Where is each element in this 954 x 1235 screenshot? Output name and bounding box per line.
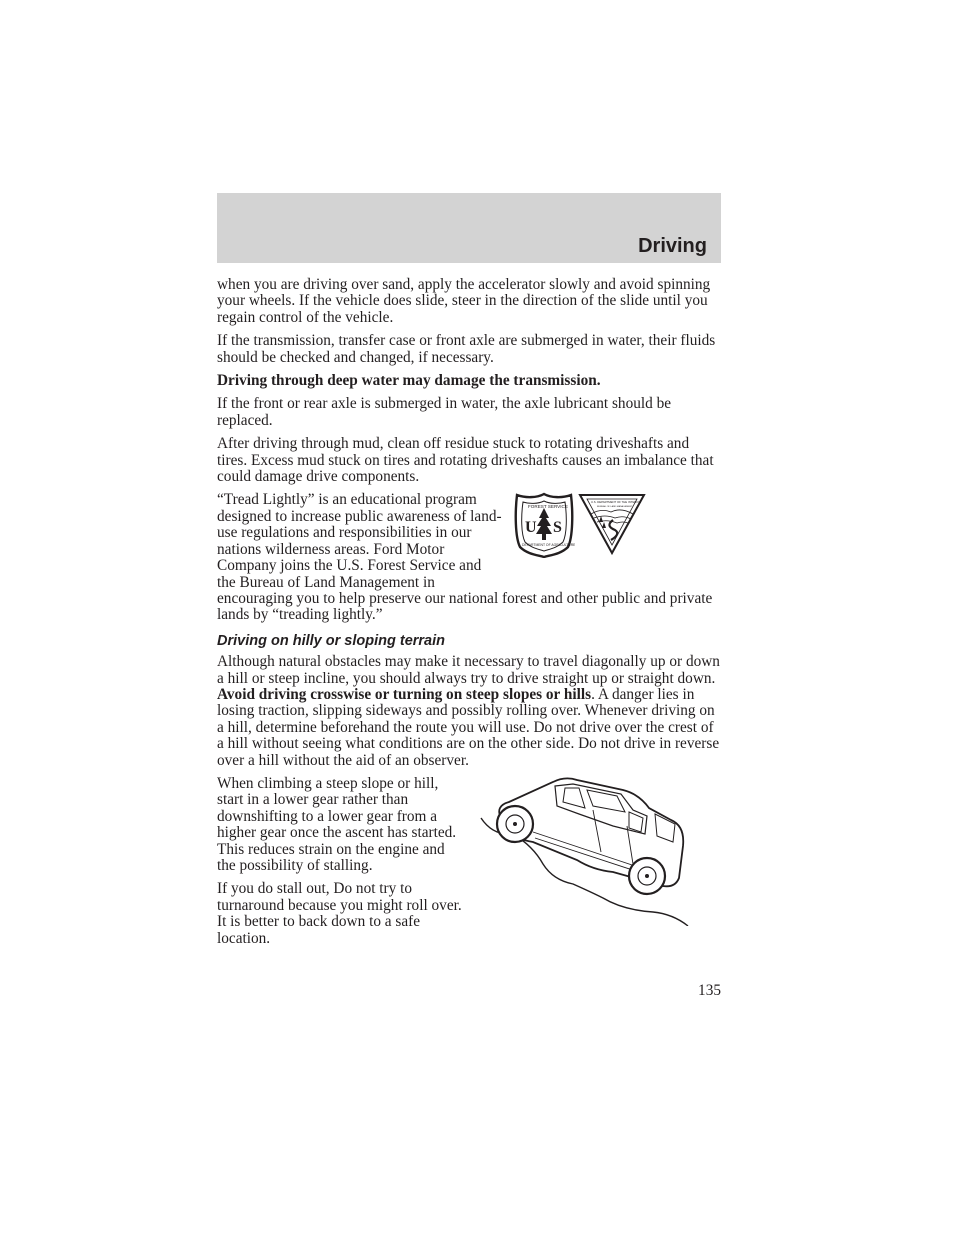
- hill-text-a: Although natural obstacles may make it necessary to travel diagonally up or down a hill or steep incline, you should always try to drive straight up or straight down.: [217, 653, 720, 687]
- stall-paragraph: If you do stall out, Do not try to turnaround because you might roll over. It is better to back down to a safe location.: [217, 880, 462, 947]
- forest-service-u: U: [525, 519, 537, 537]
- blm-dept: U.S. DEPARTMENT OF THE INTERIOR: [591, 500, 642, 505]
- hill-warning: Avoid driving crosswise or turning on steep slopes or hills: [217, 685, 592, 703]
- paragraph: If the front or rear axle is submerged in water, the axle lubricant should be replaced.: [217, 395, 672, 429]
- forest-service-logo: [513, 492, 575, 558]
- blm-logo: [577, 492, 647, 556]
- page-content: [217, 277, 721, 954]
- hill-paragraph: [217, 654, 721, 769]
- suv-on-slope-illustration: [473, 776, 721, 926]
- paragraph: After driving through mud, clean off residue stuck to rotating driveshafts and tires. Excess mud stuck on tires and rotating driveshafts causes an imbalance that could damage drive components.: [217, 435, 714, 486]
- subsection-heading: Driving on hilly or sloping terrain: [217, 632, 445, 649]
- hill-text-b: . A danger lies in losing traction, slipping sideways and possibly rolling over. Whenever driving on a hill, determine beforehand the route you will use. Do not drive over the crest of a hill without seeing what conditions are on the other side. Do not drive in reverse over a hill without the aid of an observer.: [217, 685, 720, 769]
- warning-paragraph: Driving through deep water may damage the transmission.: [217, 372, 601, 390]
- page-number: 135: [698, 982, 721, 999]
- climbing-paragraph: When climbing a steep slope or hill, start in a lower gear rather than downshifting to a lower gear from a higher gear once the ascent has started. This reduces strain on the engine and the possibility of stalling.: [217, 774, 457, 874]
- forest-service-s: S: [553, 519, 562, 537]
- paragraph: when you are driving over sand, apply the accelerator slowly and avoid spinning your wheels. If the vehicle does slide, steer in the direction of the slide until you regain control of the vehicle.: [217, 276, 711, 326]
- forest-service-label: FOREST SERVICE: [528, 504, 568, 510]
- blm-bureau: BUREAU OF LAND MANAGEMENT: [597, 506, 633, 509]
- agency-logos: [513, 492, 713, 572]
- paragraph: If the transmission, transfer case or front axle are submerged in water, their fluids should be checked and changed, if necessary.: [217, 332, 716, 366]
- section-title: Driving: [638, 235, 707, 257]
- forest-service-dept: DEPARTMENT OF AGRICULTURE: [522, 543, 575, 548]
- tread-lightly-paragraph: “Tread Lightly” is an educational program designed to increase public awareness of land-use regulations and responsibilities in our nations wilderness areas. Ford Motor Company joins the U.S. Forest Service and the Bureau of Land Management in encouraging you to help preserve our national forest and other public and private lands by “treading lightly.”: [217, 491, 713, 624]
- header-band: [217, 193, 721, 263]
